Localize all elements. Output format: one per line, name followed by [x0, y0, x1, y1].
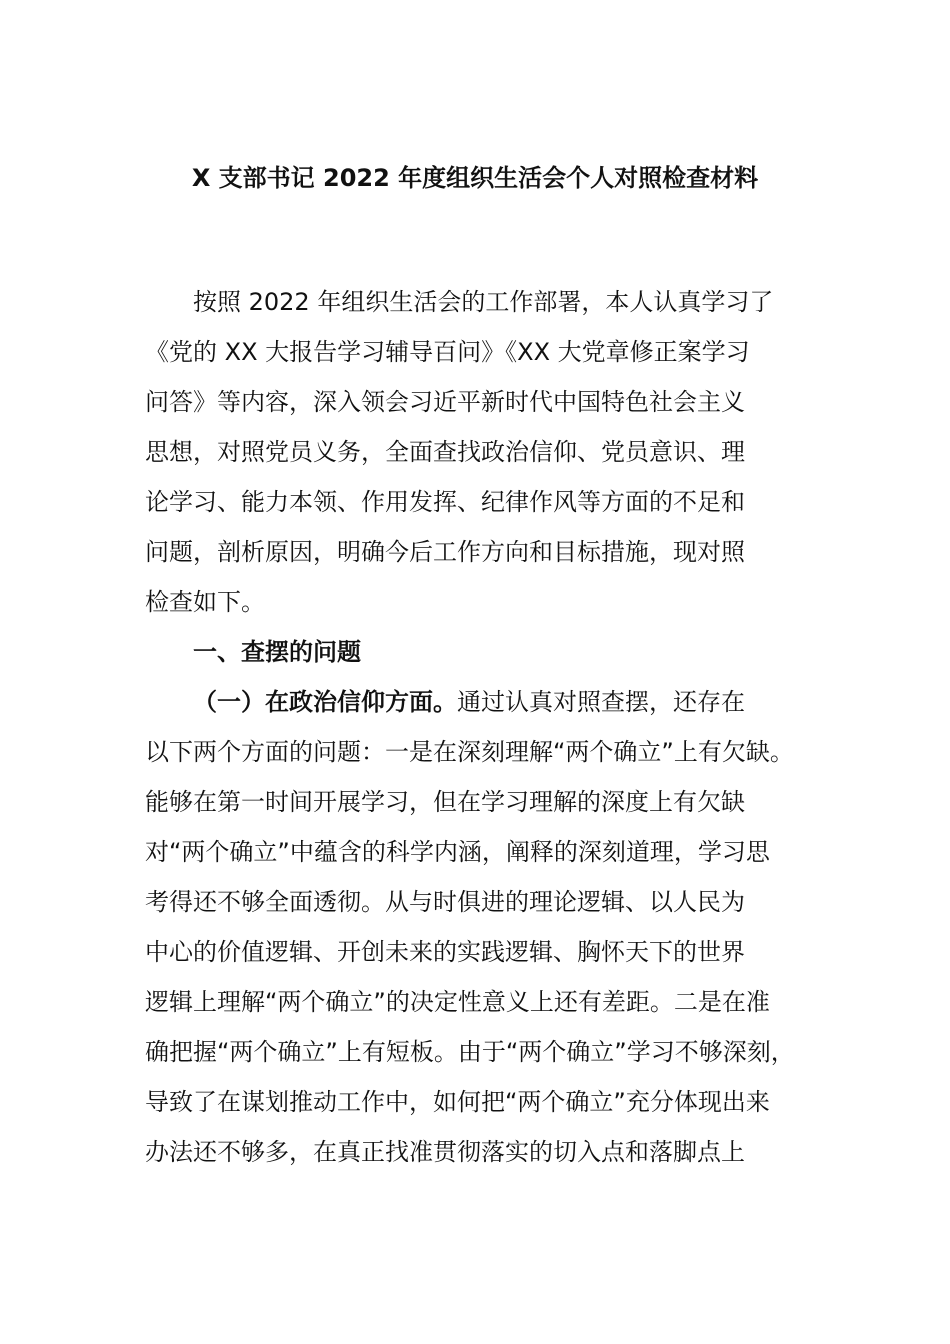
- subsection-first-line: [193, 684, 745, 720]
- intro-line-3: 问答》等内容，深入领会习近平新时代中国特色社会主义: [145, 388, 745, 416]
- body-line-8: 导致了在谋划推动工作中，如何把“两个确立”充分体现出来: [145, 1088, 770, 1116]
- intro-line-2: 《党的 XX 大报告学习辅导百问》《XX 大党章修正案学习: [145, 338, 750, 366]
- section-heading: 一、查摆的问题: [193, 638, 361, 666]
- body-line-2: 能够在第一时间开展学习，但在学习理解的深度上有欠缺: [145, 788, 745, 816]
- body-line-6: 逻辑上理解“两个确立”的决定性意义上还有差距。二是在准: [145, 988, 770, 1016]
- body-line-5: 中心的价值逻辑、开创未来的实践逻辑、胸怀天下的世界: [145, 938, 745, 966]
- intro-line-5: 论学习、能力本领、作用发挥、纪律作风等方面的不足和: [145, 488, 745, 516]
- document-title: X 支部书记 2022 年度组织生活会个人对照检查材料: [191, 164, 759, 192]
- body-line-4: 考得还不够全面透彻。从与时俱进的理论逻辑、以人民为: [145, 888, 745, 916]
- subsection-heading: （一）在政治信仰方面。: [193, 688, 457, 716]
- intro-line-6: 问题，剖析原因，明确今后工作方向和目标措施，现对照: [145, 538, 745, 566]
- intro-line-4: 思想，对照党员义务，全面查找政治信仰、党员意识、理: [145, 438, 745, 466]
- body-line-9: 办法还不够多，在真正找准贯彻落实的切入点和落脚点上: [145, 1138, 745, 1166]
- body-line-1: 以下两个方面的问题：一是在深刻理解“两个确立”上有欠缺。: [145, 738, 794, 766]
- body-line-7: 确把握“两个确立”上有短板。由于“两个确立”学习不够深刻，: [145, 1038, 795, 1066]
- subsection-first-line-text: 通过认真对照查摆，还存在: [457, 688, 745, 716]
- intro-line-7: 检查如下。: [145, 588, 265, 616]
- intro-line-1: 按照 2022 年组织生活会的工作部署，本人认真学习了: [193, 288, 774, 316]
- body-line-3: 对“两个确立”中蕴含的科学内涵，阐释的深刻道理，学习思: [145, 838, 770, 866]
